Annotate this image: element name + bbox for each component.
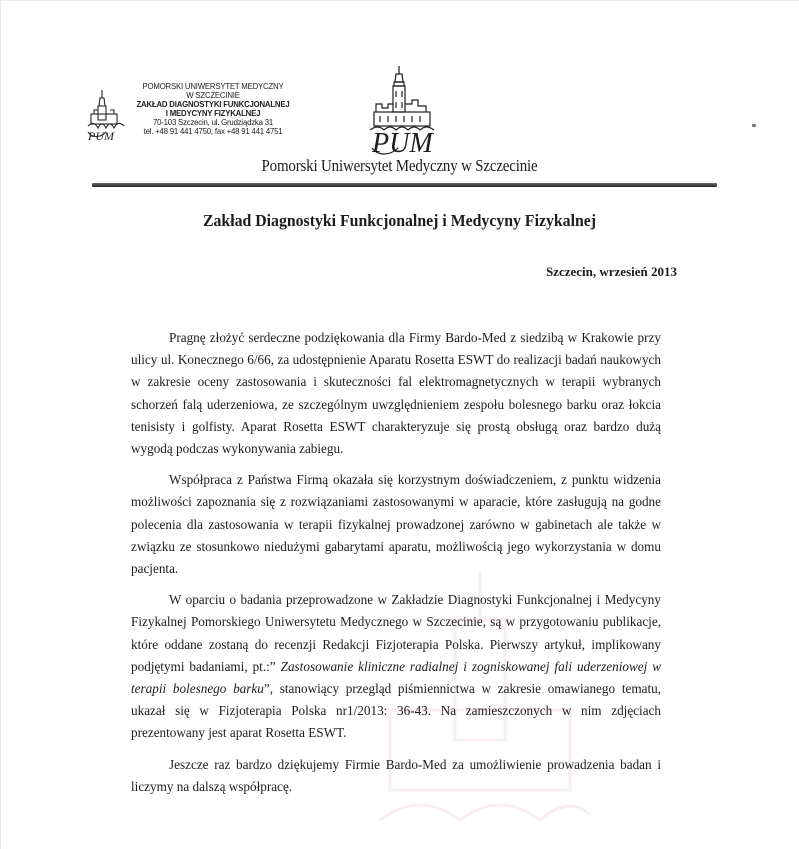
article-title: Zastosowanie kliniczne radialnej i zogniskowanej fali uderzeniowej w terapii bolesnego barku <box>131 658 662 697</box>
paragraph-3 <box>131 589 661 744</box>
logo-text: PUM <box>372 128 433 158</box>
paragraph-3-part-a: W oparciu o badania przeprowadzone w Zakładzie Diagnostyki Funkcjonalnej i Medycyny Fizykalnej Pomorskiego Uniwersytetu Medycznego w Szczecinie, są w przygotowaniu publikacje, które oddane zostaną do recenzji Redakcji Fizjoterapia Polska. Pierwszy artykuł, implikowany podjętymi badaniami, pt.:” <box>131 592 661 674</box>
paragraph-4: Jeszcze raz bardzo dziękujemy Firmie Bardo-Med za umożliwienie prowadzenia badan i liczymy na dalszą współpracę. <box>131 756 661 794</box>
stamp-line: ZAKŁAD DIAGNOSTYKI FUNKCJONALNEJ <box>136 100 290 109</box>
pum-logo-icon <box>368 64 442 158</box>
scan-artifact <box>752 124 756 127</box>
stamp-line: I MEDYCYNY FIZYKALNEJ <box>165 109 261 118</box>
paragraph-2: Współpraca z Państwa Firmą okazała się korzystnym doświadczeniem, z punktu widzenia możliwości zapoznania się z rozwiązaniami zastosowanymi w aparacie, które zasługują na godne polecenia dla zastosowania w terapii fizykalnej prowadzonej zarówno w gabinetach ale także w związku ze stosunkowo niedużymi gabarytami aparatu, możliwością jego wykorzystania w domu pacjenta. <box>131 472 661 577</box>
paragraph-3-part-b: ”, stanowiący przegląd piśmiennictwa w zakresie omawianego tematu, ukazał się w Fizjoterapia Polska nr1/2013: 36-43. Na zamieszczonych w nim zdjęciach prezentowany jest aparat Rosetta ESWT. <box>131 681 662 741</box>
pum-stamp-logo-icon <box>86 86 126 142</box>
stamp-line: tel. +48 91 441 4750, fax +48 91 441 4751 <box>143 127 283 136</box>
paragraph-1: Pragnę złożyć serdeczne podziękowania dla Firmy Bardo-Med z siedzibą w Krakowie przy ulicy ul. Konecznego 6/66, za udostępnienie Aparatu Rosetta ESWT do realizacji badań naukowych w zakresie oceny zastosowania i skuteczności fal elektromagnetycznych w terapii wybranych schorzeń falą uderzeniowa, ze szczególnym uwzględnieniem zespołu bolesnego barku oraz łokcia tenisisty i golfisty. Aparat Rosetta ESWT charakteryzuje się prostą obsługą oraz bardzo dużą wygodą podczas wykonywania zabiegu. <box>131 330 661 457</box>
letter-body <box>131 327 661 798</box>
university-name: Pomorski Uniwersytet Medyczny w Szczecinie <box>261 156 538 175</box>
stamp-line: W SZCZECINIE <box>186 91 240 100</box>
department-title: Zakład Diagnostyki Funkcjonalnej i Medycyny Fizykalnej <box>202 211 597 230</box>
stamp-line: POMORSKI UNIWERSYTET MEDYCZNY <box>142 82 284 91</box>
svg-text:PUM: PUM <box>88 129 114 142</box>
letter-date: Szczecin, wrzesień 2013 <box>545 264 677 279</box>
stamp-line: 70-103 Szczecin, ul. Grudziądzka 31 <box>153 118 273 127</box>
department-stamp <box>128 82 298 136</box>
letterhead-rule <box>92 183 717 187</box>
